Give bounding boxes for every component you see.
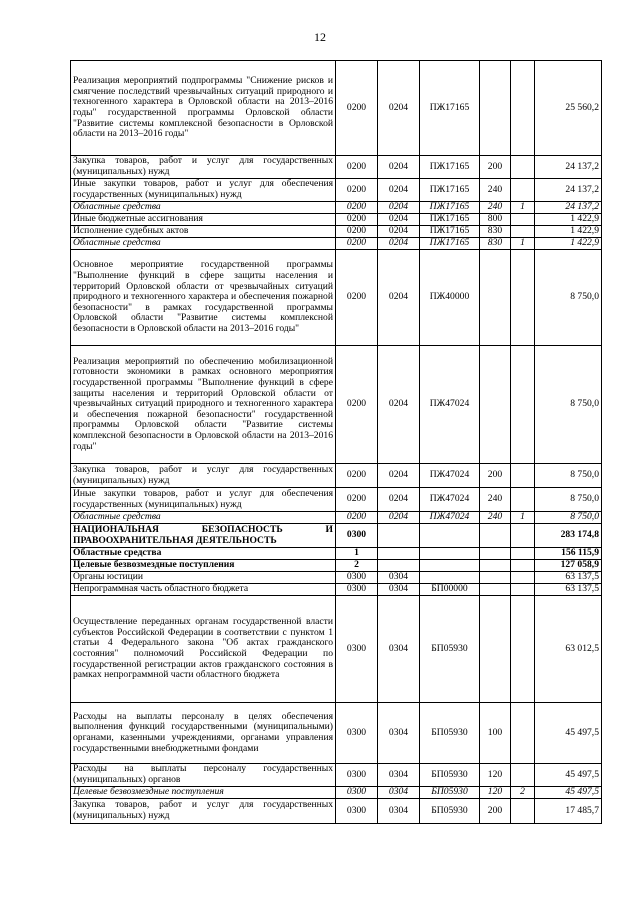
row-section-code: 0200	[336, 179, 378, 202]
row-target-article	[420, 560, 480, 572]
row-description: Реализация мероприятий подпрограммы "Снижение рисков и смягчение последствий чрезвычайных ситуаций природного и техногенного характера в Орловской области на 2013–2016 годы" государственной программы Орловской области "Развитие системы комплексной безопасности в Орловской области на 2013–2016 годы"	[71, 61, 336, 156]
table-row	[71, 238, 602, 250]
row-amount: 24 137,2	[535, 202, 602, 214]
row-expense-type	[480, 524, 511, 548]
row-expense-type: 830	[480, 226, 511, 238]
row-description: Иные закупки товаров, работ и услуг для обеспечения государственных (муниципальных) нужд	[71, 488, 336, 512]
row-target-article: ПЖ17165	[420, 226, 480, 238]
row-expense-type: 120	[480, 764, 511, 787]
row-expense-type: 120	[480, 787, 511, 799]
row-funding-source: 2	[511, 787, 535, 799]
row-funding-source: 1	[511, 238, 535, 250]
table-row	[71, 787, 602, 799]
row-funding-source	[511, 703, 535, 764]
row-funding-source	[511, 226, 535, 238]
row-funding-source: 1	[511, 202, 535, 214]
row-subsection-code: 0304	[378, 703, 420, 764]
table-row	[71, 214, 602, 226]
row-description: Исполнение судебных актов	[71, 226, 336, 238]
row-funding-source	[511, 61, 535, 156]
row-amount: 17 485,7	[535, 799, 602, 824]
row-section-code: 0200	[336, 226, 378, 238]
row-target-article: ПЖ47024	[420, 464, 480, 488]
row-funding-source	[511, 250, 535, 346]
table-row	[71, 548, 602, 560]
table-row	[71, 61, 602, 156]
row-target-article	[420, 548, 480, 560]
row-amount: 1 422,9	[535, 214, 602, 226]
row-section-code: 0200	[336, 250, 378, 346]
table-row	[71, 703, 602, 764]
row-expense-type: 830	[480, 238, 511, 250]
table-row	[71, 250, 602, 346]
row-subsection-code: 0304	[378, 596, 420, 703]
row-subsection-code: 0204	[378, 346, 420, 464]
row-description: Расходы на выплаты персоналу государственных (муниципальных) органов	[71, 764, 336, 787]
table-row	[71, 488, 602, 512]
row-funding-source	[511, 572, 535, 584]
row-amount: 63 012,5	[535, 596, 602, 703]
row-funding-source	[511, 596, 535, 703]
row-description: Основное мероприятие государственной программы "Выполнение функций в сфере защиты населения и территорий Орловской области от чрезвычайных ситуаций природного и техногенного характера и обеспечения пожарной безопасности" в рамках государственной программы Орловской области "Развитие системы комплексной безопасности в Орловской области на 2013–2016 годы"	[71, 250, 336, 346]
table-row	[71, 179, 602, 202]
table-row	[71, 584, 602, 596]
row-expense-type	[480, 560, 511, 572]
row-funding-source	[511, 156, 535, 179]
row-funding-source: 1	[511, 512, 535, 524]
row-subsection-code	[378, 548, 420, 560]
row-subsection-code: 0304	[378, 787, 420, 799]
row-expense-type: 200	[480, 156, 511, 179]
row-section-code: 0300	[336, 596, 378, 703]
row-subsection-code: 0204	[378, 179, 420, 202]
row-target-article: БП05930	[420, 703, 480, 764]
row-amount: 45 497,5	[535, 764, 602, 787]
row-expense-type	[480, 61, 511, 156]
row-target-article: БП05930	[420, 787, 480, 799]
row-section-code: 0300	[336, 584, 378, 596]
row-expense-type: 200	[480, 799, 511, 824]
row-section-code: 0200	[336, 156, 378, 179]
table-row	[71, 572, 602, 584]
row-subsection-code: 0204	[378, 214, 420, 226]
row-expense-type: 240	[480, 202, 511, 214]
row-target-article: ПЖ40000	[420, 250, 480, 346]
row-amount: 1 422,9	[535, 226, 602, 238]
table-row	[71, 764, 602, 787]
row-expense-type	[480, 584, 511, 596]
row-funding-source	[511, 560, 535, 572]
row-section-code: 1	[336, 548, 378, 560]
row-amount: 25 560,2	[535, 61, 602, 156]
table-row	[71, 464, 602, 488]
page-number: 12	[314, 30, 326, 44]
row-section-code: 2	[336, 560, 378, 572]
row-target-article: ПЖ17165	[420, 214, 480, 226]
row-expense-type	[480, 596, 511, 703]
row-expense-type: 240	[480, 179, 511, 202]
row-section-code: 0200	[336, 238, 378, 250]
row-expense-type: 240	[480, 512, 511, 524]
row-amount: 45 497,5	[535, 787, 602, 799]
table-row	[71, 512, 602, 524]
row-target-article: БП05930	[420, 596, 480, 703]
row-target-article: БП05930	[420, 764, 480, 787]
row-subsection-code: 0204	[378, 238, 420, 250]
row-target-article: ПЖ47024	[420, 488, 480, 512]
row-target-article	[420, 572, 480, 584]
row-section-code: 0200	[336, 202, 378, 214]
row-subsection-code: 0204	[378, 512, 420, 524]
row-target-article: ПЖ47024	[420, 512, 480, 524]
row-description: Закупка товаров, работ и услуг для государственных (муниципальных) нужд	[71, 156, 336, 179]
row-section-code: 0200	[336, 464, 378, 488]
budget-table	[70, 60, 602, 824]
row-section-code: 0200	[336, 214, 378, 226]
row-expense-type	[480, 250, 511, 346]
row-target-article	[420, 524, 480, 548]
row-description: Целевые безвозмездные поступления	[71, 560, 336, 572]
table-row	[71, 596, 602, 703]
row-description: НАЦИОНАЛЬНАЯ БЕЗОПАСНОСТЬ И ПРАВООХРАНИТЕЛЬНАЯ ДЕЯТЕЛЬНОСТЬ	[71, 524, 336, 548]
row-description: Закупка товаров, работ и услуг для государственных (муниципальных) нужд	[71, 464, 336, 488]
row-section-code: 0200	[336, 512, 378, 524]
table-body	[71, 61, 602, 824]
row-funding-source	[511, 464, 535, 488]
row-section-code: 0300	[336, 764, 378, 787]
row-section-code: 0300	[336, 524, 378, 548]
row-funding-source	[511, 548, 535, 560]
row-description: Органы юстиции	[71, 572, 336, 584]
row-amount: 283 174,8	[535, 524, 602, 548]
table-row	[71, 346, 602, 464]
row-amount: 63 137,5	[535, 572, 602, 584]
row-expense-type: 800	[480, 214, 511, 226]
row-amount: 45 497,5	[535, 703, 602, 764]
row-subsection-code: 0304	[378, 572, 420, 584]
row-subsection-code	[378, 560, 420, 572]
row-description: Осуществление переданных органам государственной власти субъектов Российской Федерации в соответствии с пунктом 1 статьи 4 Федерального закона "Об актах гражданского состояния" полномочий Российской Федерации по государственной регистрации актов гражданского состояния в рамках непрограммной части областного бюджета	[71, 596, 336, 703]
row-subsection-code: 0304	[378, 799, 420, 824]
row-section-code: 0200	[336, 346, 378, 464]
row-target-article: ПЖ47024	[420, 346, 480, 464]
row-amount: 24 137,2	[535, 156, 602, 179]
row-section-code: 0300	[336, 572, 378, 584]
row-funding-source	[511, 584, 535, 596]
row-expense-type: 100	[480, 703, 511, 764]
table-row	[71, 524, 602, 548]
row-funding-source	[511, 764, 535, 787]
row-description: Иные закупки товаров, работ и услуг для обеспечения государственных (муниципальных) нужд	[71, 179, 336, 202]
row-target-article: БП00000	[420, 584, 480, 596]
row-description: Расходы на выплаты персоналу в целях обеспечения выполнения функций государственными (муниципальными) органами, казенными учреждениями, органами управления государственными внебюджетными фондами	[71, 703, 336, 764]
row-subsection-code: 0204	[378, 202, 420, 214]
row-funding-source	[511, 488, 535, 512]
row-description: Целевые безвозмездные поступления	[71, 787, 336, 799]
row-amount: 8 750,0	[535, 250, 602, 346]
row-expense-type	[480, 572, 511, 584]
row-target-article: ПЖ17165	[420, 238, 480, 250]
row-subsection-code: 0204	[378, 61, 420, 156]
table-row	[71, 156, 602, 179]
row-section-code: 0200	[336, 488, 378, 512]
row-description: Областные средства	[71, 548, 336, 560]
row-expense-type: 240	[480, 488, 511, 512]
row-funding-source	[511, 346, 535, 464]
row-target-article: ПЖ17165	[420, 202, 480, 214]
row-amount: 156 115,9	[535, 548, 602, 560]
row-amount: 24 137,2	[535, 179, 602, 202]
row-description: Областные средства	[71, 238, 336, 250]
row-target-article: ПЖ17165	[420, 156, 480, 179]
row-amount: 1 422,9	[535, 238, 602, 250]
row-amount: 8 750,0	[535, 512, 602, 524]
row-funding-source	[511, 524, 535, 548]
row-amount: 8 750,0	[535, 346, 602, 464]
table-row	[71, 560, 602, 572]
row-description: Реализация мероприятий по обеспечению мобилизационной готовности экономики в рамках основного мероприятия государственной программы "Выполнение функций в сфере защиты населения и территорий Орловской области от чрезвычайных ситуаций природного и техногенного характера и обеспечения пожарной безопасности" государственной программы Орловской области "Развитие системы комплексной безопасности в Орловской области на 2013–2016 годы"	[71, 346, 336, 464]
table-row	[71, 799, 602, 824]
row-section-code: 0300	[336, 799, 378, 824]
row-subsection-code	[378, 524, 420, 548]
row-expense-type	[480, 548, 511, 560]
row-subsection-code: 0204	[378, 488, 420, 512]
row-expense-type: 200	[480, 464, 511, 488]
row-funding-source	[511, 179, 535, 202]
row-section-code: 0200	[336, 61, 378, 156]
row-subsection-code: 0204	[378, 156, 420, 179]
row-description: Закупка товаров, работ и услуг для государственных (муниципальных) нужд	[71, 799, 336, 824]
table-row	[71, 202, 602, 214]
row-subsection-code: 0204	[378, 226, 420, 238]
row-target-article: ПЖ17165	[420, 179, 480, 202]
row-subsection-code: 0204	[378, 464, 420, 488]
row-description: Областные средства	[71, 202, 336, 214]
row-section-code: 0300	[336, 787, 378, 799]
row-expense-type	[480, 346, 511, 464]
row-description: Областные средства	[71, 512, 336, 524]
row-subsection-code: 0304	[378, 584, 420, 596]
row-section-code: 0300	[336, 703, 378, 764]
row-subsection-code: 0204	[378, 250, 420, 346]
row-amount: 8 750,0	[535, 464, 602, 488]
row-description: Непрограммная часть областного бюджета	[71, 584, 336, 596]
table-row	[71, 226, 602, 238]
row-amount: 63 137,5	[535, 584, 602, 596]
row-amount: 127 058,9	[535, 560, 602, 572]
row-target-article: БП05930	[420, 799, 480, 824]
row-amount: 8 750,0	[535, 488, 602, 512]
row-funding-source	[511, 214, 535, 226]
row-funding-source	[511, 799, 535, 824]
row-target-article: ПЖ17165	[420, 61, 480, 156]
row-subsection-code: 0304	[378, 764, 420, 787]
row-description: Иные бюджетные ассигнования	[71, 214, 336, 226]
